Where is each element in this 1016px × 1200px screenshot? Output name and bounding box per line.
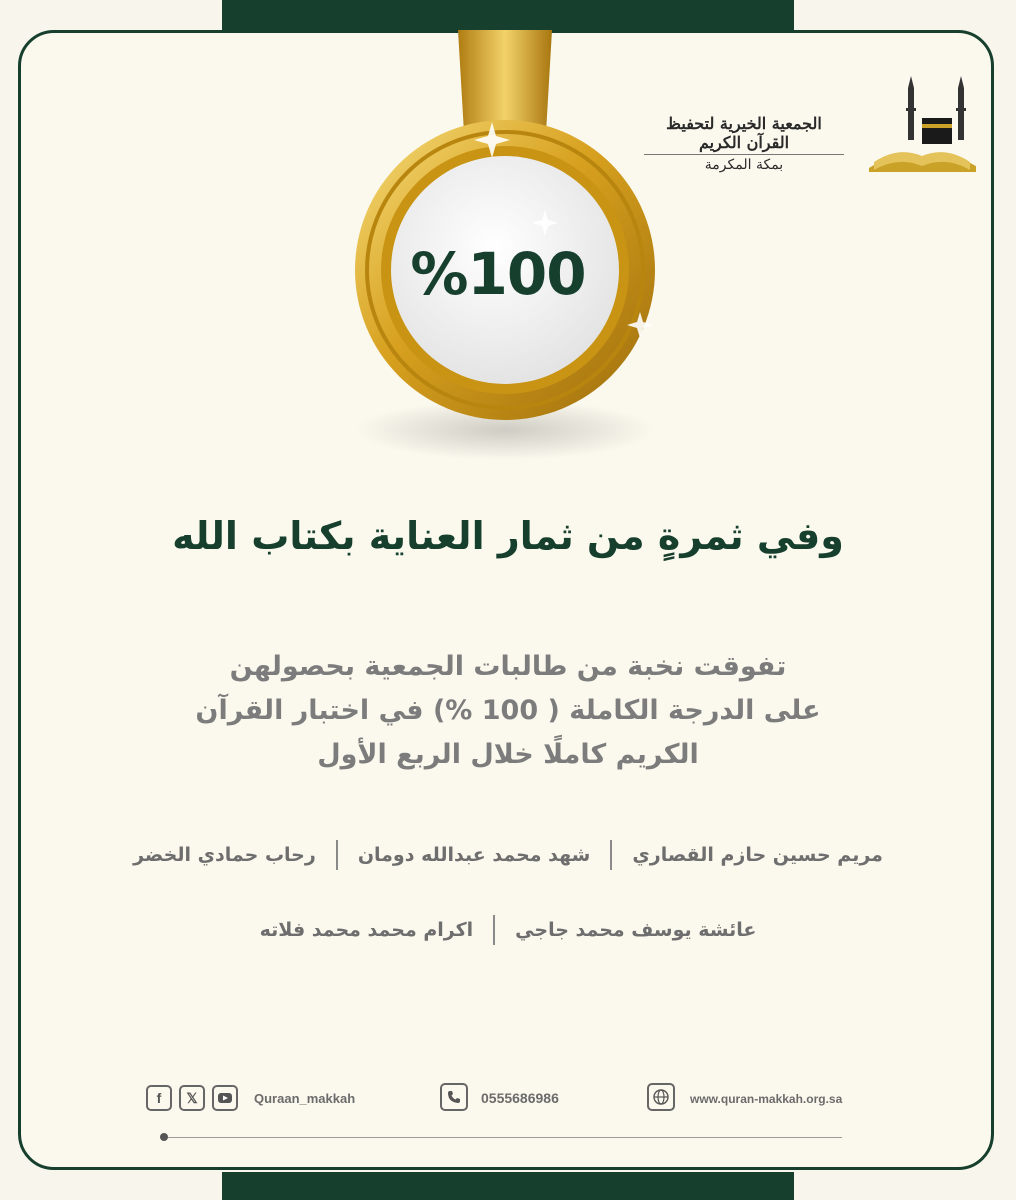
phone-icon[interactable] [440, 1083, 468, 1111]
youtube-icon[interactable] [212, 1085, 238, 1111]
medal-percentage: %100 [410, 240, 586, 308]
student-name: شهد محمد عبدالله دومان [357, 844, 591, 866]
student-name: مريم حسين حازم القصاري [632, 844, 883, 866]
divider [610, 840, 612, 870]
top-band [222, 0, 794, 30]
globe-icon[interactable] [647, 1083, 675, 1111]
student-name: رحاب حمادي الخضر [133, 844, 316, 866]
headline: وفي ثمرةٍ من ثمار العناية بكتاب الله [172, 514, 844, 558]
divider [493, 915, 495, 945]
phone-number[interactable]: 0555686986 [481, 1090, 559, 1106]
x-icon[interactable]: 𝕏 [179, 1085, 205, 1111]
website-link[interactable]: www.quran-makkah.org.sa [690, 1092, 843, 1106]
student-name: عائشة يوسف محمد جاجي [515, 919, 757, 941]
social-handle[interactable]: Quraan_makkah [254, 1091, 356, 1106]
logo-city: بمكة المكرمة [704, 157, 784, 173]
facebook-icon[interactable]: f [146, 1085, 172, 1111]
body-paragraph [150, 645, 866, 777]
association-logo [666, 70, 976, 185]
names-row-2 [0, 915, 1016, 945]
logo-name: الجمعية الخيرية لتحفيظ القرآن الكريم [644, 114, 844, 155]
divider [336, 840, 338, 870]
footer-divider [162, 1137, 842, 1138]
body-line: تفوقت نخبة من طالبات الجمعية بحصولهن [229, 651, 787, 682]
footer-dot [160, 1133, 168, 1141]
names-row-1 [0, 840, 1016, 870]
student-name: اكرام محمد محمد فلاته [259, 919, 474, 941]
bottom-band [222, 1172, 794, 1200]
body-line: الكريم كاملًا خلال الربع الأول [317, 739, 699, 770]
body-line: على الدرجة الكاملة ( 100 %) في اختبار القرآن [195, 695, 821, 726]
